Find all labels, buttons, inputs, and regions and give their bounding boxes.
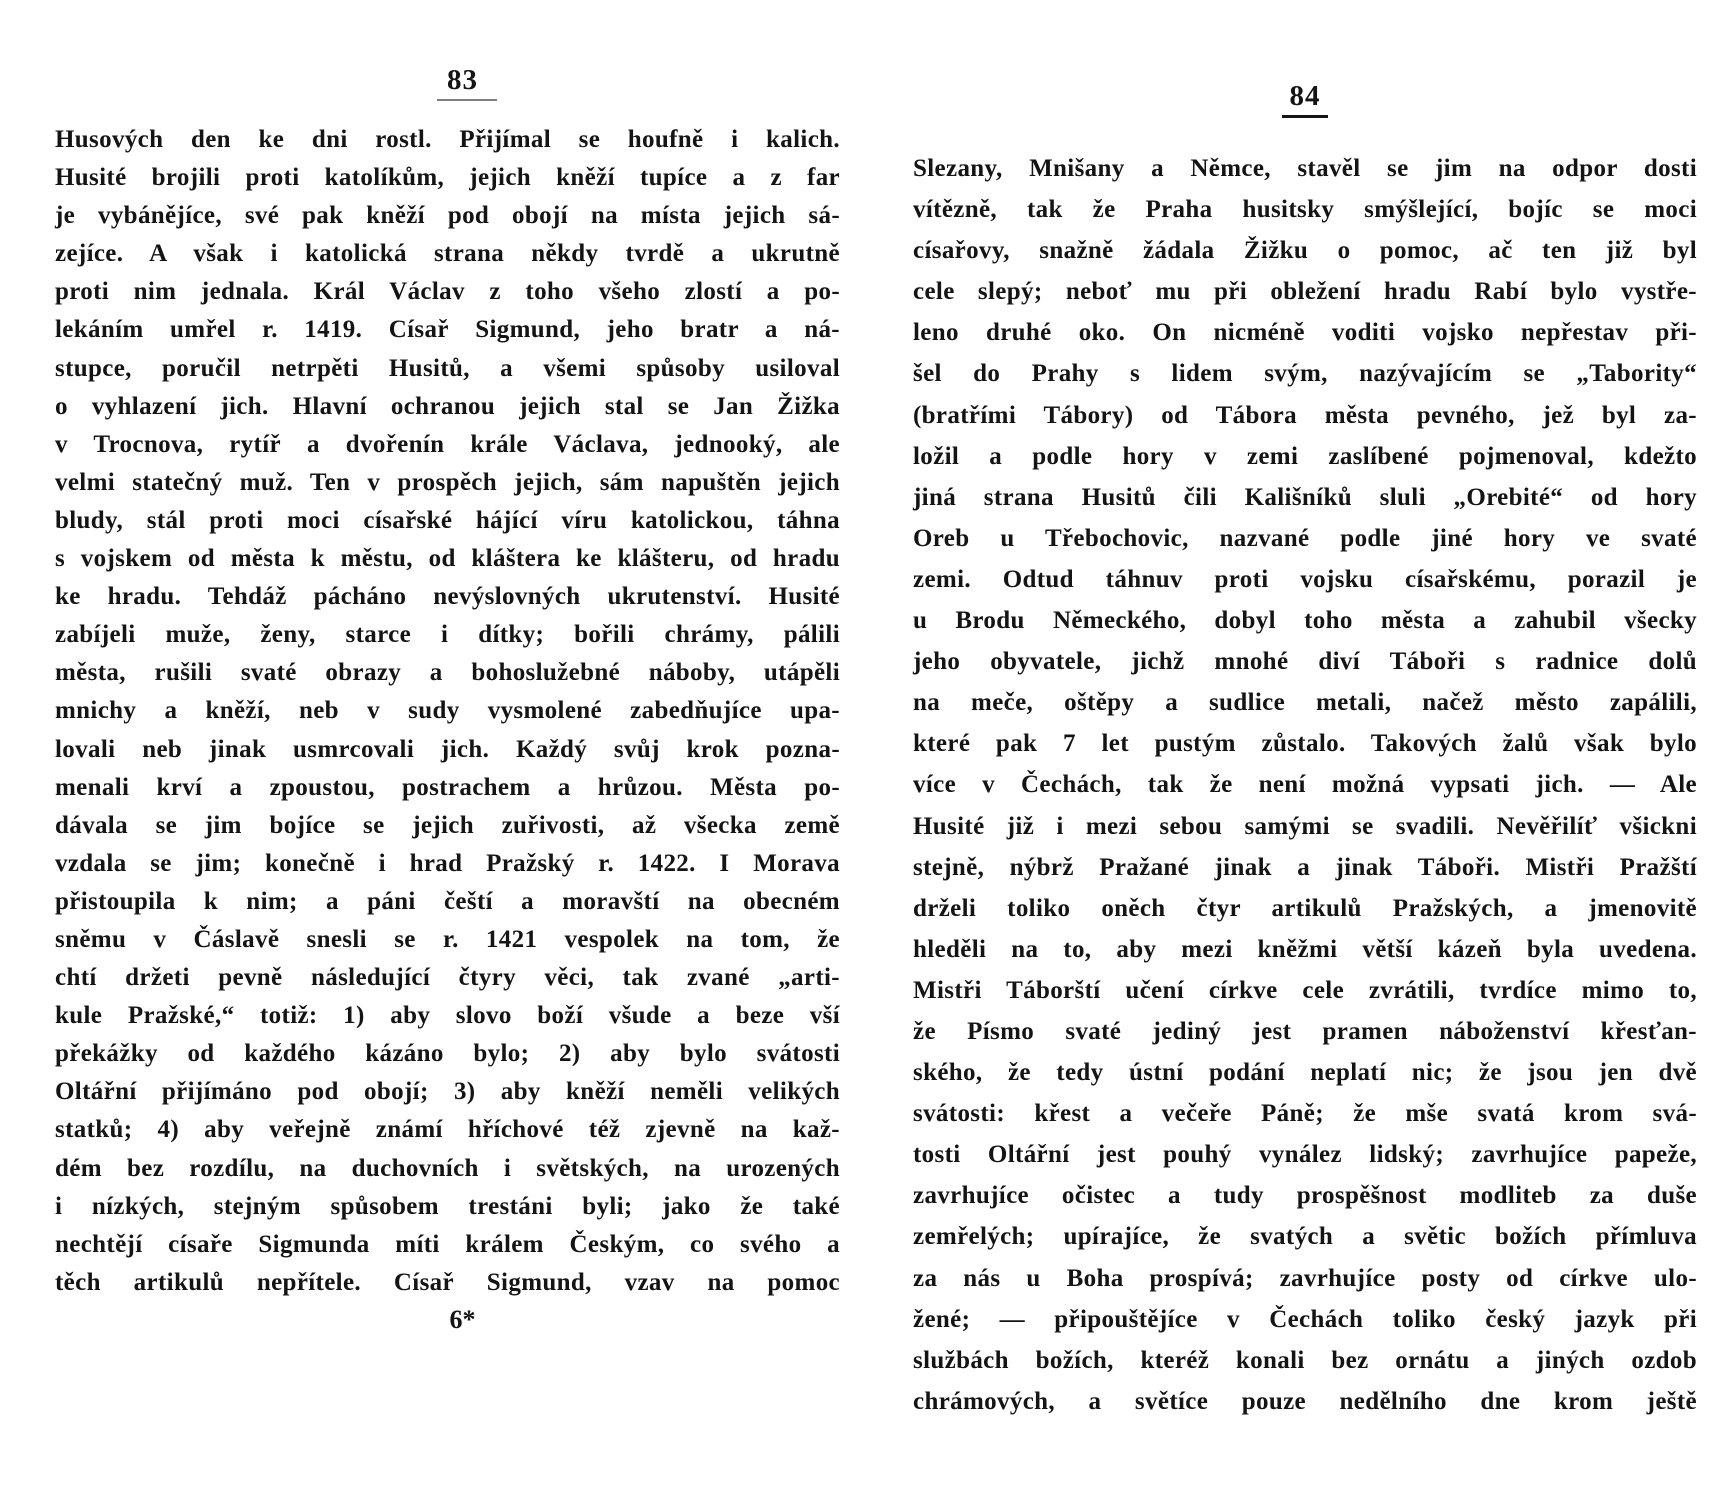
right-page-text bbox=[913, 148, 1697, 1422]
text-line: mnichy a kněží, neb v sudy vysmolené zabedňujíce upa- bbox=[55, 697, 840, 725]
text-line: hleděli na to, aby mezi kněžmi větší kázeň byla uvedena. bbox=[913, 935, 1697, 963]
text-line: ke hradu. Tehdáž pácháno nevýslovných ukrutenství. Husité bbox=[55, 583, 840, 611]
text-line: překážky od každého kázáno bylo; 2) aby bylo svátosti bbox=[55, 1040, 840, 1068]
text-line: chtí držeti pevně následující čtyry věci, tak zvané „arti- bbox=[55, 964, 840, 992]
signature-mark: 6* bbox=[449, 1304, 476, 1334]
text-line: vzdala se jim; konečně i hrad Pražský r. 1422. I Morava bbox=[55, 849, 840, 877]
text-line: Oreb u Třebochovic, nazvané podle jiné hory ve svaté bbox=[913, 524, 1697, 552]
text-line: (bratřími Tábory) od Tábora města pevného, jež byl za- bbox=[913, 401, 1697, 429]
text-line: Husité brojili proti katolíkům, jejich kněží tupíce a z far bbox=[55, 164, 840, 192]
text-line: na meče, oštěpy a sudlice metali, načež město zapálili, bbox=[913, 689, 1697, 717]
text-line: o vyhlazení jich. Hlavní ochranou jejich stal se Jan Žižka bbox=[55, 392, 840, 420]
text-line: sněmu v Čáslavě snesli se r. 1421 vespolek na tom, že bbox=[55, 925, 840, 953]
page-number-rule-right bbox=[1282, 115, 1328, 118]
text-line: zabíjeli muže, ženy, starce i dítky; bořili chrámy, pálili bbox=[55, 621, 840, 649]
text-line: menali krví a zpoustou, postrachem a hrůzou. Města po- bbox=[55, 773, 840, 801]
text-line: u Brodu Německého, dobyl toho města a zahubil všecky bbox=[913, 607, 1697, 635]
text-line: leno druhé oko. On nicméně voditi vojsko nepřestav při- bbox=[913, 319, 1697, 347]
text-line: žené; — připouštějíce v Čechách toliko český jazyk při bbox=[913, 1305, 1697, 1333]
text-line: které pak 7 let pustým zůstalo. Takových žalů však bylo bbox=[913, 730, 1697, 758]
text-line: Slezany, Mnišany a Němce, stavěl se jim na odpor dosti bbox=[913, 155, 1697, 182]
text-line: císařovy, snažně žádala Žižku o pomoc, ač ten již byl bbox=[913, 237, 1697, 265]
text-line: těch artikulů nepřítele. Císař Sigmund, vzav na pomoc bbox=[55, 1268, 840, 1296]
text-line: s vojskem od města k městu, od kláštera ke klášteru, od hradu bbox=[55, 545, 840, 573]
text-line: lovali neb jinak usmrcovali jich. Každý svůj krok pozna- bbox=[55, 735, 840, 763]
text-line: statků; 4) aby veřejně známí hříchové též zjevně na kaž- bbox=[55, 1116, 840, 1144]
page-number-rule-left bbox=[437, 99, 497, 101]
text-line: lekáním umřel r. 1419. Císař Sigmund, jeho bratr a ná- bbox=[55, 316, 840, 344]
text-line: i nízkých, stejným spůsobem trestáni byli; jako že také bbox=[55, 1192, 840, 1220]
text-line: v Trocnova, rytíř a dvořenín krále Václava, jednooký, ale bbox=[55, 430, 840, 458]
text-line: za nás u Boha prospívá; zavrhujíce posty od církve ulo- bbox=[913, 1264, 1697, 1292]
text-line: zavrhujíce očistec a tudy prospěšnost modliteb za duše bbox=[913, 1182, 1697, 1210]
text-line: je vybánějíce, své pak kněží pod obojí na místa jejich sá- bbox=[55, 202, 840, 230]
text-line: tosti Oltářní jest pouhý vynález lidský; zavrhujíce papeže, bbox=[913, 1141, 1697, 1169]
text-line: dém bez rozdílu, na duchovních i světských, na urozených bbox=[55, 1154, 840, 1182]
text-line: přistoupila k nim; a páni čeští a moravští na obecném bbox=[55, 887, 840, 915]
left-page-text bbox=[55, 121, 840, 1302]
page-number-left: 83 bbox=[447, 64, 478, 96]
text-line: ského, že tedy ústní podání neplatí nic; že jsou jen dvě bbox=[913, 1059, 1697, 1087]
text-line: dávala se jim bojíce se jejich zuřivosti, až všecka země bbox=[55, 811, 840, 839]
text-line: Husité již i mezi sebou samými se svadili. Nevěřilíť všickni bbox=[913, 812, 1697, 840]
text-line: jeho obyvatele, jichž mnohé diví Táboři s radnice dolů bbox=[913, 648, 1697, 676]
text-line: stejně, nýbrž Pražané jinak a jinak Táboři. Mistři Pražští bbox=[913, 853, 1697, 881]
text-line: cele slepý; neboť mu při obležení hradu Rabí bylo vystře- bbox=[913, 278, 1697, 306]
text-line: že Písmo svaté jediný jest pramen náboženství křesťan- bbox=[913, 1017, 1697, 1045]
right-page bbox=[913, 0, 1697, 1500]
text-line: stupce, poručil netrpěti Husitů, a všemi spůsoby usiloval bbox=[55, 354, 840, 382]
text-line: Mistři Táborští učení církve cele zvrátili, tvrdíce mimo to, bbox=[913, 976, 1697, 1004]
text-line: proti nim jednala. Král Václav z toho všeho zlostí a po- bbox=[55, 278, 840, 306]
text-line: šel do Prahy s lidem svým, nazývajícím se „Tabority“ bbox=[913, 360, 1697, 388]
text-line: kule Pražské,“ totiž: 1) aby slovo boží všude a beze vší bbox=[55, 1002, 840, 1030]
text-line: velmi statečný muž. Ten v prospěch jejich, sám napuštěn jejich bbox=[55, 468, 840, 496]
text-line: zemi. Odtud táhnuv proti vojsku císařskému, porazil je bbox=[913, 565, 1697, 593]
text-line: svátosti: křest a večeře Páně; že mše svatá krom svá- bbox=[913, 1100, 1697, 1128]
text-line: jiná strana Husitů čili Kališníků sluli „Orebité“ od hory bbox=[913, 483, 1697, 511]
text-line: města, rušili svaté obrazy a bohoslužebné náboby, utápěli bbox=[55, 659, 840, 687]
text-line: bludy, stál proti moci císařské hájící víru katolickou, táhna bbox=[55, 506, 840, 534]
text-line: nechtějí císaře Sigmunda míti králem Českým, co svého a bbox=[55, 1230, 840, 1258]
text-line: více v Čechách, tak že není možná vypsati jich. — Ale bbox=[913, 771, 1697, 799]
text-line: Oltářní přijímáno pod obojí; 3) aby kněží neměli velikých bbox=[55, 1078, 840, 1106]
text-line: zemřelých; upírajíce, že svatých a světic božích přímluva bbox=[913, 1223, 1697, 1251]
left-page bbox=[55, 0, 840, 1500]
text-line: drželi toliko oněch čtyr artikulů Pražských, a jmenovitě bbox=[913, 894, 1697, 922]
text-line: vítězně, tak že Praha husitsky smýšlející, bojíc se moci bbox=[913, 196, 1697, 224]
page-number-right: 84 bbox=[1289, 80, 1321, 112]
text-line: chrámových, a světíce pouze nedělního dne krom ještě bbox=[913, 1387, 1697, 1415]
text-line: Husových den ke dni rostl. Přijímal se houfně i kalich. bbox=[55, 126, 840, 153]
text-line: zejíce. A však i katolická strana někdy tvrdě a ukrutně bbox=[55, 240, 840, 268]
text-line: ložil a podle hory v zemi zaslíbené pojmenoval, kdežto bbox=[913, 442, 1697, 470]
text-line: službách božích, kteréž konali bez ornátu a jiných ozdob bbox=[913, 1346, 1697, 1374]
